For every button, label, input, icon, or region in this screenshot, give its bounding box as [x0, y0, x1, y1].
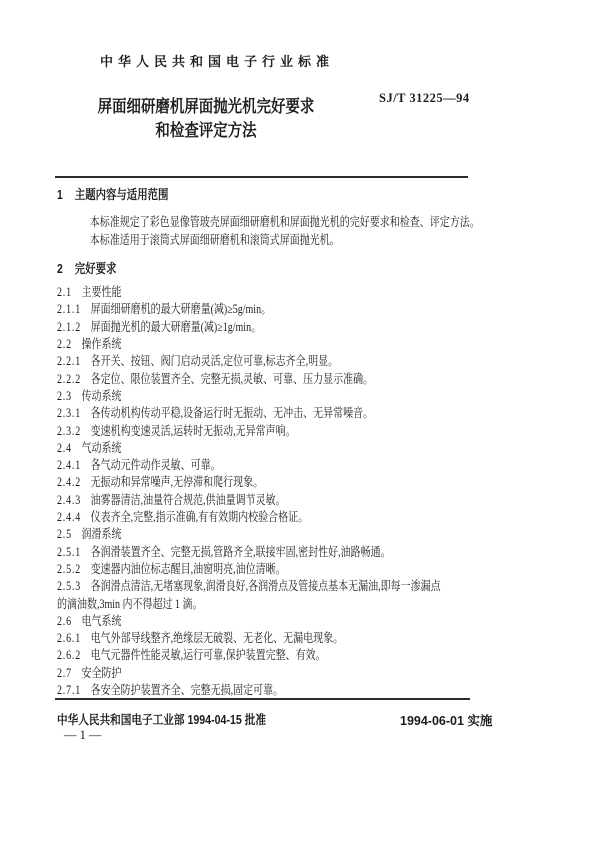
page-number: — 1 —	[64, 728, 102, 742]
clause-text: 各润滑装置齐全、完整无损,管路齐全,联接牢固,密封性好,油路畅通。	[90, 544, 391, 559]
clause-line	[57, 336, 389, 353]
clause-number: 2.4.1	[57, 458, 81, 473]
clause-number: 2.5.2	[57, 561, 81, 576]
scope-paragraph: 本标准适用于滚筒式屏面细研磨机和滚筒式屏面抛光机。	[89, 232, 340, 247]
section-1-heading	[57, 186, 389, 203]
clause-number: 2.4.3	[57, 492, 81, 507]
clause-line	[57, 682, 389, 699]
clause-number: 2.3.2	[57, 423, 81, 438]
clause-text-continuation: 的滴油数,3min 内不得超过 1 滴。	[57, 596, 203, 611]
clause-text: 各安全防护装置齐全、完整无损,固定可靠。	[90, 683, 284, 698]
clause-text: 各定位、限位装置齐全、完整无损,灵敏、可靠、压力显示准确。	[90, 371, 374, 386]
footer-divider-rule	[55, 698, 470, 700]
standard-number: SJ/T 31225—94	[379, 91, 470, 105]
clause-line	[57, 526, 389, 543]
clause-line	[57, 613, 389, 630]
clause-text: 各润滑点清洁,无堵塞现象,润滑良好,各润滑点及管接点基本无漏油,即每一渗漏点	[90, 579, 441, 594]
clause-line	[57, 301, 389, 318]
clause-line	[57, 665, 389, 682]
section-2-number: 2	[57, 260, 63, 276]
clause-text: 油雾器清洁,油量符合规范,供油量调节灵敏。	[90, 492, 286, 507]
clause-text: 安全防护	[81, 665, 122, 680]
clause-line	[57, 492, 389, 509]
clause-number: 2.6	[57, 613, 72, 628]
clause-text: 变速机构变速灵活,运转时无振动,无异常声响。	[90, 423, 296, 438]
clause-text: 操作系统	[81, 337, 122, 352]
clause-text: 主要性能	[81, 285, 122, 300]
section-2-heading	[57, 260, 389, 277]
header-divider-rule	[55, 176, 468, 178]
clause-text: 电气系统	[81, 613, 122, 628]
clause-text: 变速器内油位标志醒目,油窗明亮,油位清晰。	[90, 561, 286, 576]
clause-number: 2.3	[57, 388, 72, 403]
clause-line	[57, 371, 389, 388]
clause-text: 屏面抛光机的最大研磨量(减)≥1g/min。	[90, 319, 262, 334]
clause-line	[57, 440, 389, 457]
document-title-line2: 和检查评定方法	[155, 121, 257, 140]
clause-text: 各气动元件动作灵敏、可靠。	[90, 458, 221, 473]
clause-line	[57, 509, 389, 526]
clause-number: 2.2.1	[57, 354, 81, 369]
section-1-title: 主题内容与适用范围	[74, 187, 169, 202]
clause-text: 各传动机构传动平稳,设备运行时无振动、无冲击、无异常噪音。	[90, 406, 374, 421]
clause-line	[57, 647, 389, 664]
clause-number: 2.4.2	[57, 475, 81, 490]
clause-text: 气动系统	[81, 440, 122, 455]
clause-number: 2.5	[57, 527, 72, 542]
section-1-number: 1	[57, 187, 63, 202]
clause-number: 2.5.1	[57, 544, 81, 559]
clause-number: 2.6.1	[57, 631, 81, 646]
clause-line	[57, 630, 389, 647]
clause-text: 各开关、按钮、阀门启动灵活,定位可靠,标志齐全,明显。	[90, 354, 339, 369]
document-title	[0, 95, 412, 143]
clause-number: 2.6.2	[57, 648, 81, 663]
clause-line	[57, 284, 389, 301]
clause-number: 2.7	[57, 665, 72, 680]
scope-paragraph: 本标准规定了彩色显像管玻壳屏面细研磨机和屏面抛光机的完好要求和检查、评定方法。	[89, 215, 480, 230]
clause-text: 仪表齐全,完整,指示准确,有有效期内校验合格证。	[90, 510, 309, 525]
clause-line	[57, 474, 389, 491]
clause-line	[57, 578, 441, 613]
clause-line	[57, 405, 389, 422]
clause-text: 传动系统	[81, 388, 122, 403]
clause-text: 电气元器件性能灵敏,运行可靠,保护装置完整、有效。	[90, 648, 326, 663]
clause-text: 润滑系统	[81, 527, 122, 542]
clause-text: 电气外部导线整齐,绝缘层无破裂、无老化、无漏电现象。	[90, 631, 344, 646]
section-2-title: 完好要求	[74, 260, 117, 276]
clause-line	[57, 388, 389, 405]
clause-text: 无振动和异常噪声,无停滞和爬行现象。	[90, 475, 264, 490]
clause-number: 2.1	[57, 285, 72, 300]
standard-category-heading: 中华人民共和国电子行业标准	[100, 54, 335, 69]
clause-number: 2.5.3	[57, 579, 81, 594]
clause-number: 2.1.2	[57, 319, 81, 334]
document-body	[57, 186, 480, 699]
clause-number: 2.7.1	[57, 683, 81, 698]
clause-line	[57, 353, 389, 370]
clause-number: 2.1.1	[57, 302, 81, 317]
clause-number: 2.4	[57, 440, 72, 455]
clause-number: 2.2	[57, 337, 72, 352]
approval-statement: 中华人民共和国电子工业部 1994-04-15 批准	[57, 713, 267, 727]
clause-number: 2.4.4	[57, 510, 81, 525]
clause-line	[57, 544, 389, 561]
clause-text: 屏面细研磨机的最大研磨量(减)≥5g/min。	[90, 302, 272, 317]
clause-line	[57, 561, 389, 578]
clause-number: 2.3.1	[57, 406, 81, 421]
clause-line	[57, 457, 389, 474]
clause-line	[57, 319, 389, 336]
clause-line	[57, 423, 389, 440]
document-title-line1: 屏面细研磨机屏面抛光机完好要求	[97, 97, 315, 116]
implementation-date: 1994-06-01 实施	[400, 714, 493, 728]
clause-list	[57, 284, 472, 699]
clause-number: 2.2.2	[57, 371, 81, 386]
